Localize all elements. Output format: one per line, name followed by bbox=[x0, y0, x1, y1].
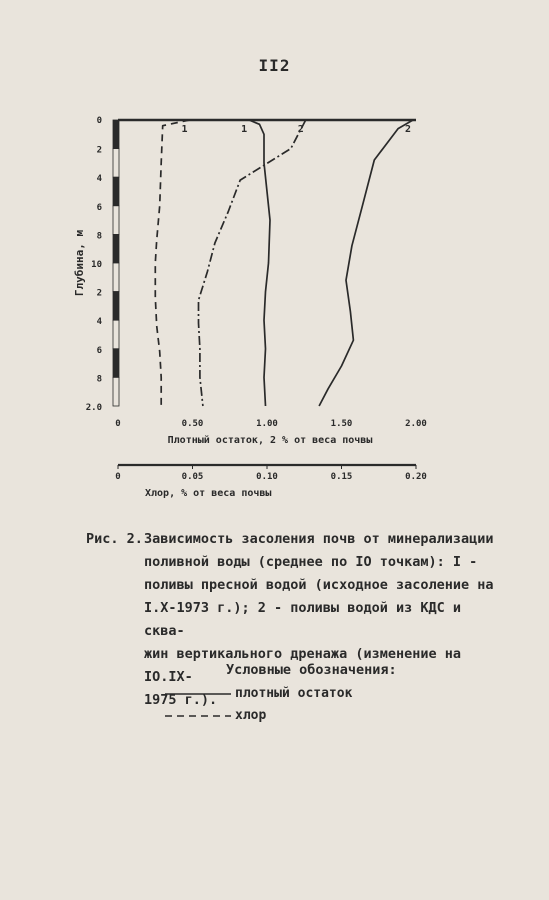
depth-scale-block bbox=[113, 234, 119, 263]
depth-scale-block bbox=[113, 292, 119, 321]
y-tick-label: 0 bbox=[96, 116, 102, 126]
series-line-solid-2 bbox=[319, 120, 413, 406]
y-tick-label: 4 bbox=[96, 317, 102, 328]
y-tick-label: 2 bbox=[96, 145, 102, 156]
y-tick-label: 8 bbox=[96, 374, 102, 385]
depth-scale-block bbox=[113, 263, 119, 292]
page-number: II2 bbox=[258, 56, 291, 75]
legend-item-solid bbox=[165, 686, 352, 701]
x-bottom-axis-label: Хлор, % от веса почвы bbox=[145, 488, 272, 499]
depth-scale-block bbox=[113, 149, 119, 178]
x-top-tick-label: 1.50 bbox=[330, 419, 353, 429]
y-tick-label: 2.0 bbox=[85, 403, 102, 413]
y-tick-label: 8 bbox=[96, 231, 102, 242]
solid-line-sample bbox=[165, 689, 231, 699]
series-label: 2 bbox=[297, 124, 304, 135]
dashed-line-sample bbox=[165, 711, 231, 721]
x-bottom-tick-label: 0 bbox=[115, 472, 121, 482]
y-tick-label: 2 bbox=[96, 288, 102, 299]
figure-caption bbox=[86, 528, 506, 712]
x-top-tick-label: 1.00 bbox=[256, 419, 278, 429]
y-tick-label: 10 bbox=[91, 260, 102, 270]
depth-scale-block bbox=[113, 349, 119, 378]
caption-line: 1975 г.). bbox=[144, 692, 218, 708]
x-top-tick-label: 0 bbox=[115, 419, 121, 429]
series-label: 2 bbox=[405, 124, 412, 135]
caption-line: I.X-1973 г.); 2 - поливы водой из КДС и сква- bbox=[144, 600, 461, 639]
caption-line: жин вертикального дренажа (изменение на IO.IX- bbox=[144, 646, 461, 685]
x-top-axis-label: Плотный остаток, 2 % от веса почвы bbox=[167, 435, 373, 446]
y-tick-label: 4 bbox=[96, 174, 102, 185]
x-top-tick-label: 0.50 bbox=[181, 419, 204, 429]
legend-label: хлор bbox=[235, 708, 267, 723]
x-bottom-tick-label: 0.20 bbox=[405, 472, 427, 482]
x-bottom-tick-label: 0.05 bbox=[181, 472, 204, 482]
depth-scale-block bbox=[113, 377, 119, 406]
caption-label: Рис. 2. bbox=[86, 531, 143, 547]
depth-scale-block bbox=[113, 177, 119, 206]
series-line-solid-1 bbox=[249, 120, 270, 406]
depth-scale-block bbox=[113, 320, 119, 349]
series-label: 1 bbox=[181, 124, 188, 135]
caption-line: поливы пресной водой (исходное засоление на bbox=[144, 577, 494, 593]
x-top-tick-label: 2.00 bbox=[405, 419, 427, 429]
series-line-dashed-1 bbox=[155, 120, 189, 406]
x-bottom-tick-label: 0.10 bbox=[256, 472, 278, 482]
series-line-dashdot-2 bbox=[199, 120, 306, 406]
depth-scale-block bbox=[113, 120, 119, 149]
depth-scale-block bbox=[113, 206, 119, 235]
y-axis-label: Глубина, м bbox=[73, 229, 86, 297]
series-label: 1 bbox=[241, 124, 248, 135]
y-tick-label: 6 bbox=[96, 345, 102, 356]
caption-line: поливной воды (среднее по IO точкам): I - bbox=[144, 554, 478, 570]
legend-label: плотный остаток bbox=[235, 686, 353, 701]
caption-line: Зависимость засоления почв от минерализации bbox=[144, 531, 494, 547]
legend-title: Условные обозначения: bbox=[226, 662, 397, 678]
legend-item-dashed bbox=[165, 708, 266, 723]
y-tick-label: 6 bbox=[96, 202, 102, 213]
x-bottom-tick-label: 0.15 bbox=[330, 472, 353, 482]
